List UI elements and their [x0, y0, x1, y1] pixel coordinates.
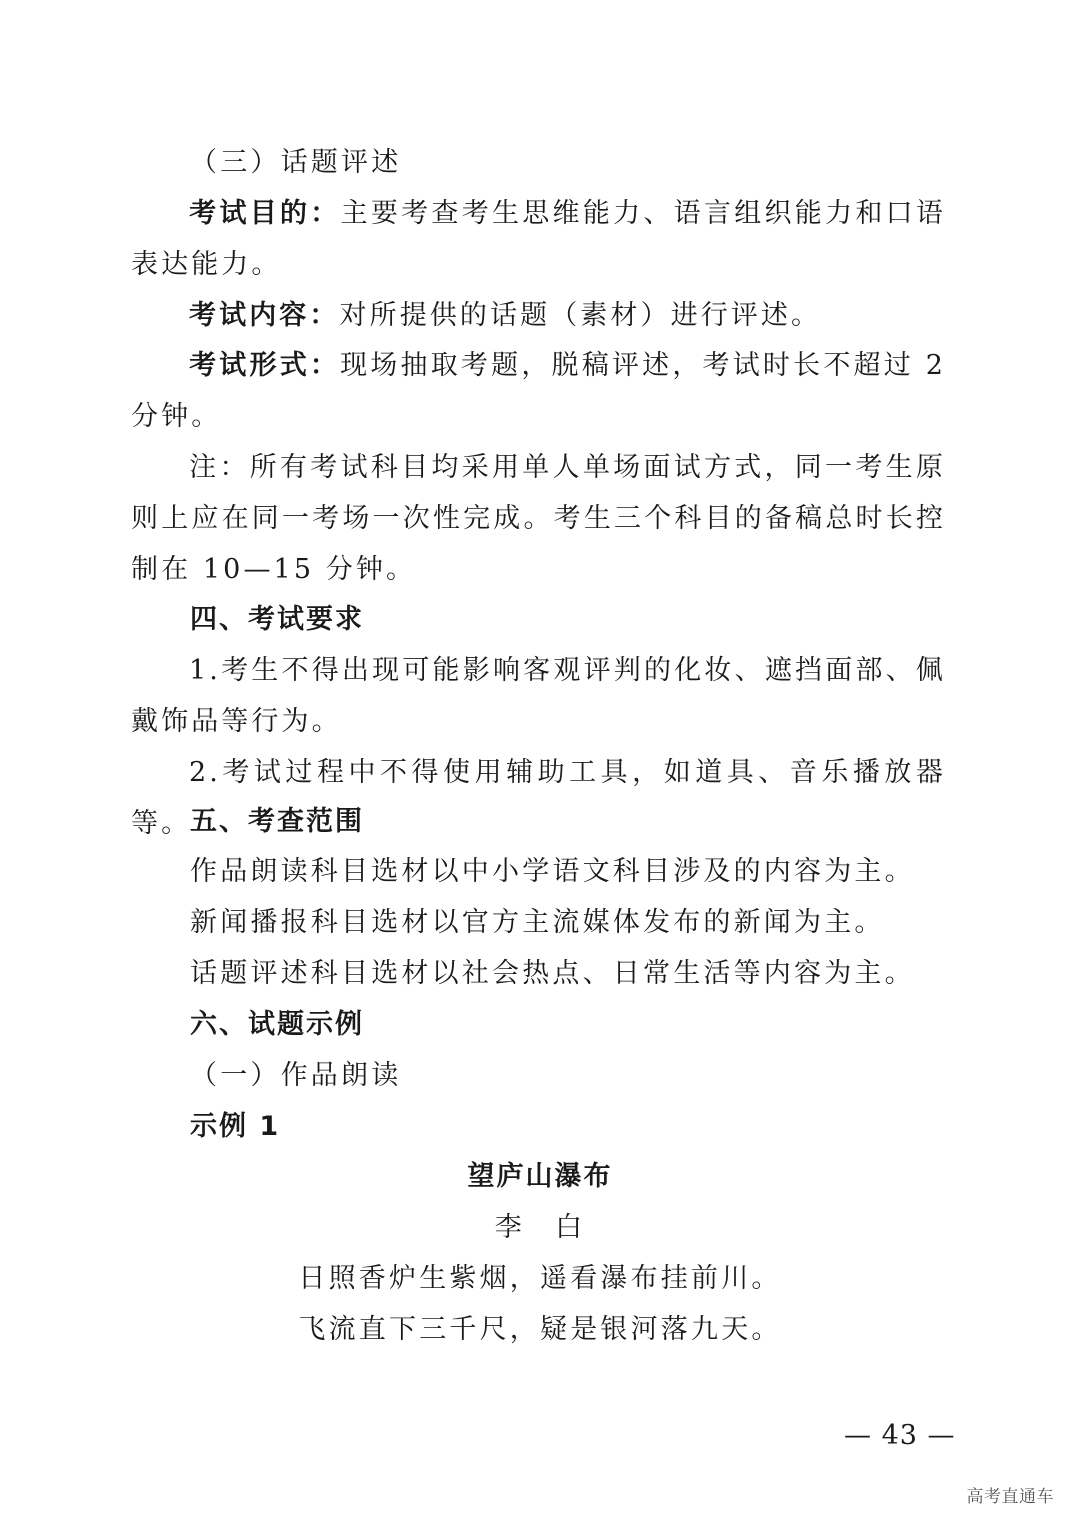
note-paragraph — [131, 442, 946, 595]
exam-content-paragraph — [131, 290, 946, 341]
poem-line-2: 飞流直下三千尺，疑是银河落九天。 — [298, 1314, 782, 1345]
section-5-heading: 五、考查范围 — [190, 806, 364, 837]
example-label: 示例 1 — [190, 1111, 281, 1142]
exam-purpose-label: 考试目的： — [189, 198, 341, 229]
scope-line-1: 作品朗读科目选材以中小学语文科目涉及的内容为主。 — [190, 856, 915, 887]
exam-form-label: 考试形式： — [189, 350, 341, 381]
poem-line-1: 日照香炉生紫烟，遥看瀑布挂前川。 — [298, 1263, 782, 1294]
note-text: 注：所有考试科目均采用单人单场面试方式，同一考生原则上应在同一考场一次性完成。考生三个科目的备稿总时长控制在 10—15 分钟。 — [131, 452, 946, 585]
page-number: — 43 — — [844, 1420, 956, 1451]
exam-form-paragraph — [131, 340, 946, 442]
exam-content-label: 考试内容： — [189, 300, 340, 331]
scope-line-2: 新闻播报科目选材以官方主流媒体发布的新闻为主。 — [190, 907, 885, 938]
section-4-heading: 四、考试要求 — [190, 604, 364, 635]
requirement-item-1-text: 1.考生不得出现可能影响客观评判的化妆、遮挡面部、佩戴饰品等行为。 — [131, 655, 946, 737]
scope-line-3: 话题评述科目选材以社会热点、日常生活等内容为主。 — [190, 958, 915, 989]
exam-purpose-text: 主要考查考生思维能力、语言组织能力和口语表达能力。 — [131, 198, 947, 280]
section-3-subheading: （三）话题评述 — [190, 147, 402, 178]
requirement-item-1 — [131, 645, 946, 747]
poem-author: 李 白 — [494, 1212, 586, 1243]
requirement-item-2-text: 2.考试过程中不得使用辅助工具，如道具、音乐播放器等。 — [131, 757, 946, 839]
exam-form-text: 现场抽取考题，脱稿评述，考试时长不超过 2 分钟。 — [131, 350, 946, 432]
poem-title: 望庐山瀑布 — [467, 1161, 613, 1192]
section-6-subheading: （一）作品朗读 — [190, 1060, 402, 1091]
section-6-heading: 六、试题示例 — [190, 1009, 364, 1040]
watermark: 高考直通车 — [966, 1487, 1054, 1507]
exam-content-text: 对所提供的话题（素材）进行评述。 — [339, 300, 822, 331]
exam-purpose-paragraph — [131, 188, 946, 290]
